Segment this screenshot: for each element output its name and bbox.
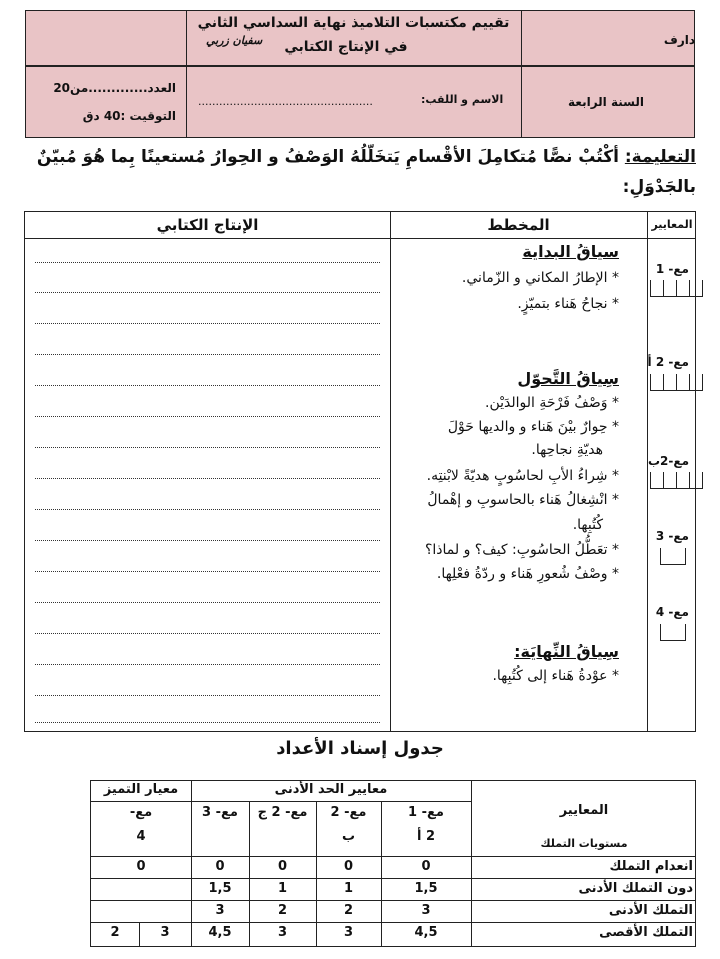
plan-item: * عوْدةُ هَناء إلى كُتُبِها. (492, 668, 619, 684)
criterion-label: مع- 2 أ (647, 355, 689, 369)
header-top-row (25, 10, 695, 66)
writing-line[interactable] (35, 385, 380, 386)
col-header: مع- 2 (330, 805, 367, 820)
col-header: 4 (136, 829, 146, 844)
level-label: انعدام التملك (609, 859, 693, 874)
grade-cell: 1,5 (414, 881, 438, 896)
col-header: مع- (129, 805, 153, 820)
plan-header: المخطط (487, 216, 550, 234)
plan-item: هديّةِ نجاحِها. (531, 442, 603, 458)
writing-line[interactable] (35, 695, 380, 696)
edge-text: دارف (663, 33, 695, 47)
score-boxes[interactable] (661, 624, 686, 641)
header-info-row (25, 66, 695, 138)
level-label: التملك الأدنى (608, 903, 693, 918)
grade-cell: 2 (110, 925, 120, 940)
grade-cell: 0 (343, 859, 354, 874)
instruction-text: أكْتُبْ نصًّا مُتكامِلَ الأقْسامِ يَتخَلّلُهُ الوَصْفُ و الحِوارُ مُستعينًا بِما هُوَ مُبيّنٌ (36, 147, 619, 167)
plan-item: * الإطارُ المكاني و الزّماني. (461, 270, 619, 286)
col-header: مع- 2 ج (257, 805, 308, 820)
exam-title: تقييم مكتسبات التلاميذ نهاية السداسي الثاني (197, 15, 510, 31)
criteria-header: المعايير (651, 218, 693, 231)
handwritten-name: سفيان زربي (206, 34, 263, 47)
production-header: الإنتاج الكتابي (156, 216, 259, 234)
criterion-label: مع- 4 (655, 605, 689, 619)
plan-item: * شِراءُ الأبِ لحاسُوبٍ هديّةً لابْنتِه. (426, 468, 619, 484)
criteria-label: المعايير (559, 803, 609, 818)
score-boxes[interactable] (651, 472, 703, 489)
plan-item: * نجاحُ هَناء بتميّزٍ. (517, 296, 619, 312)
grading-title: جدول إسناد الأعداد (276, 738, 444, 759)
name-label: الاسم و اللقب: (421, 93, 504, 106)
grade-cell: 2 (343, 903, 354, 918)
time-field: التوقيت :40 دق (82, 109, 176, 123)
col-header: ب (341, 829, 356, 844)
excellence-group: معيار التميز (103, 782, 179, 797)
grade-cell: 4,5 (208, 925, 232, 940)
writing-line[interactable] (35, 262, 380, 263)
writing-line[interactable] (35, 722, 380, 723)
level-label: دون التملك الأدنى (578, 881, 693, 896)
writing-line[interactable] (35, 540, 380, 541)
plan-item: كُتُبِها. (572, 517, 603, 533)
name-input-line[interactable]: .................................................. (198, 95, 373, 108)
levels-label: مستويات التملك (540, 837, 628, 850)
writing-line[interactable] (35, 633, 380, 634)
grading-table (90, 780, 696, 947)
plan-item: * حِوارٌ بيْنَ هَناء و والديها حَوْلَ (447, 419, 619, 435)
writing-line[interactable] (35, 354, 380, 355)
plan-item: * انْشِغالُ هَناء بالحاسوبِ و إهْمالُ (427, 492, 619, 508)
col-header: مع- 3 (202, 805, 238, 820)
grade-cell: 4,5 (414, 925, 438, 940)
writing-line[interactable] (35, 292, 380, 293)
score-boxes[interactable] (661, 548, 686, 565)
instruction (24, 147, 696, 167)
grade-cell: 0 (215, 859, 225, 874)
instruction-text-cont: بالجَدْوَلِ: (622, 177, 696, 197)
score-field: العدد.............من20 (53, 81, 176, 95)
transition-title: سِياقُ التَّحوّل (517, 369, 619, 388)
writing-line[interactable] (35, 478, 380, 479)
min-criteria-group: معايير الحد الأدنى (274, 782, 388, 797)
criterion-label: مع-2ب (647, 454, 689, 468)
grade-cell: 2 (277, 903, 288, 918)
grade-cell: 0 (277, 859, 288, 874)
beginning-title: سياقُ البداية (522, 242, 619, 261)
col-header: مع- 1 (408, 805, 444, 820)
grade-cell: 1 (277, 881, 288, 896)
grade-cell: 3 (215, 903, 225, 918)
writing-table (24, 211, 696, 732)
writing-line[interactable] (35, 509, 380, 510)
writing-line[interactable] (35, 416, 380, 417)
grade-level: السنة الرابعة (568, 95, 644, 109)
end-title: سِياقُ النِّهايَة: (514, 642, 619, 661)
plan-item: * وصْفُ شُعورِ هَناء و ردّةُ فعْلِها. (436, 566, 619, 582)
grade-cell: 3 (421, 903, 431, 918)
writing-line[interactable] (35, 323, 380, 324)
grade-cell: 0 (136, 859, 146, 874)
grade-cell: 1,5 (208, 881, 232, 896)
instruction-label: التعليمة: (624, 147, 696, 167)
score-boxes[interactable] (651, 280, 703, 297)
criterion-label: مع- 1 (655, 262, 689, 276)
col-header: 2 أ (416, 829, 436, 844)
writing-line[interactable] (35, 664, 380, 665)
plan-item: * وَصْفُ فَرْحَةِ الوالدَيْن. (485, 395, 619, 411)
exam-subtitle: في الإنتاج الكتابي (284, 39, 408, 55)
level-label: التملك الأقصى (599, 925, 693, 940)
score-boxes[interactable] (651, 374, 703, 391)
writing-line[interactable] (35, 447, 380, 448)
writing-line[interactable] (35, 602, 380, 603)
grade-cell: 1 (343, 881, 354, 896)
writing-line[interactable] (35, 571, 380, 572)
criterion-label: مع- 3 (655, 529, 689, 543)
grade-cell: 3 (343, 925, 354, 940)
grade-cell: 3 (277, 925, 288, 940)
grade-cell: 3 (160, 925, 170, 940)
plan-item: * تعَطُّلُ الحاسُوبِ: كيف؟ و لماذا؟ (424, 542, 619, 558)
grade-cell: 0 (421, 859, 431, 874)
